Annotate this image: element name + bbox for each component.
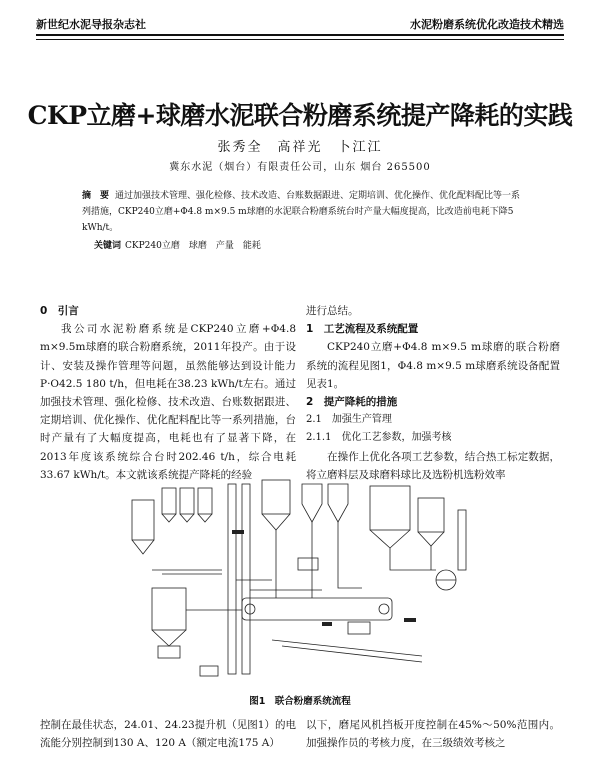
- bottom-left-text: 控制在最佳状态，24.01、24.23提升机（见图1）的电流能分别控制到130 A、120 A（额定电流175 A）: [40, 719, 296, 749]
- section-2-1-heading: 2.1 加强生产管理: [306, 414, 392, 426]
- intro-continuation: 进行总结。: [306, 305, 359, 317]
- keywords-label: 关键词: [94, 241, 122, 251]
- vertical-mill-shape: [152, 588, 186, 630]
- keywords-text: CKP240立磨 球磨 产量 能耗: [125, 241, 261, 251]
- section-2-heading: 2 提产降耗的措施: [306, 396, 398, 409]
- right-column: [306, 302, 560, 484]
- section-1-paragraph: CKP240立磨+Φ4.8 m×9.5 m球磨的联合粉磨系统的流程见图1，Φ4.8 m×9.5 m球磨系统设备配置见表1。: [306, 341, 560, 390]
- article-title: CKP立磨+球磨水泥联合粉磨系统提产降耗的实践: [27, 101, 573, 130]
- journal-name: 新世纪水泥导报杂志社: [36, 18, 146, 31]
- ball-mill-shape: [242, 598, 392, 620]
- abstract: [82, 188, 522, 236]
- left-column: [40, 302, 296, 484]
- figure-caption: 图1 联合粉磨系统流程: [249, 696, 351, 707]
- roller-press-shape: [132, 500, 154, 540]
- section-2-paragraph: 在操作上优化各项工艺参数，结合热工标定数据，将立磨料层及球磨料球比及选粉机选粉效率: [306, 450, 560, 481]
- roller-press-hopper: [132, 540, 154, 554]
- abstract-text: 通过加强技术管理、强化检修、技术改造、台账数据跟进、定期培训、优化操作、优化配料配比等一系列措施，CKP240立磨+Φ4.8 m×9.5 m球磨的水泥联合粉磨系统台时产量大幅度提高，比改造前电耗下降5 kWh/t。: [82, 191, 521, 233]
- intro-paragraph: 我公司水泥粉磨系统是CKP240立磨+Φ4.8 m×9.5m球磨的联合粉磨系统，2011年投产。由于设计、安装及操作管理等问题，虽然能够达到设计能力P·O42.5 180 t/h，但电耗在38.23 kWh/t左右。通过加强技术管理、强化检修、技术改造、台账数据跟进、定期培训、优化操作、优化配料配比等一系列措施，台时产量有了大幅度提高，电耗也有了显著下降，在2013年度该系统综合台时202.46 t/h，综合电耗33.67 kWh/t。本文就该系统提产降耗的经验: [40, 323, 296, 481]
- affiliation: 冀东水泥（烟台）有限责任公司，山东 烟台 265500: [169, 162, 431, 173]
- section-intro-heading: 0 引言: [40, 305, 79, 317]
- running-header: [36, 8, 564, 36]
- section-2-1-1-heading: 2.1.1 优化工艺参数，加强考核: [306, 432, 452, 444]
- collection-name: 水泥粉磨系统优化改造技术精选: [410, 18, 564, 31]
- process-flow-diagram: [122, 470, 478, 690]
- authors: 张秀全 高祥光 卜江江: [217, 140, 383, 155]
- bottom-right-text: 以下，磨尾风机挡板开度控制在45%～50%范围内。加强操作员的考核力度，在三级绩效考核之: [306, 719, 560, 749]
- abstract-label: 摘 要: [82, 191, 110, 201]
- header-rule: [36, 39, 564, 40]
- keywords: [94, 238, 514, 251]
- section-1-heading: 1 工艺流程及系统配置: [306, 323, 419, 336]
